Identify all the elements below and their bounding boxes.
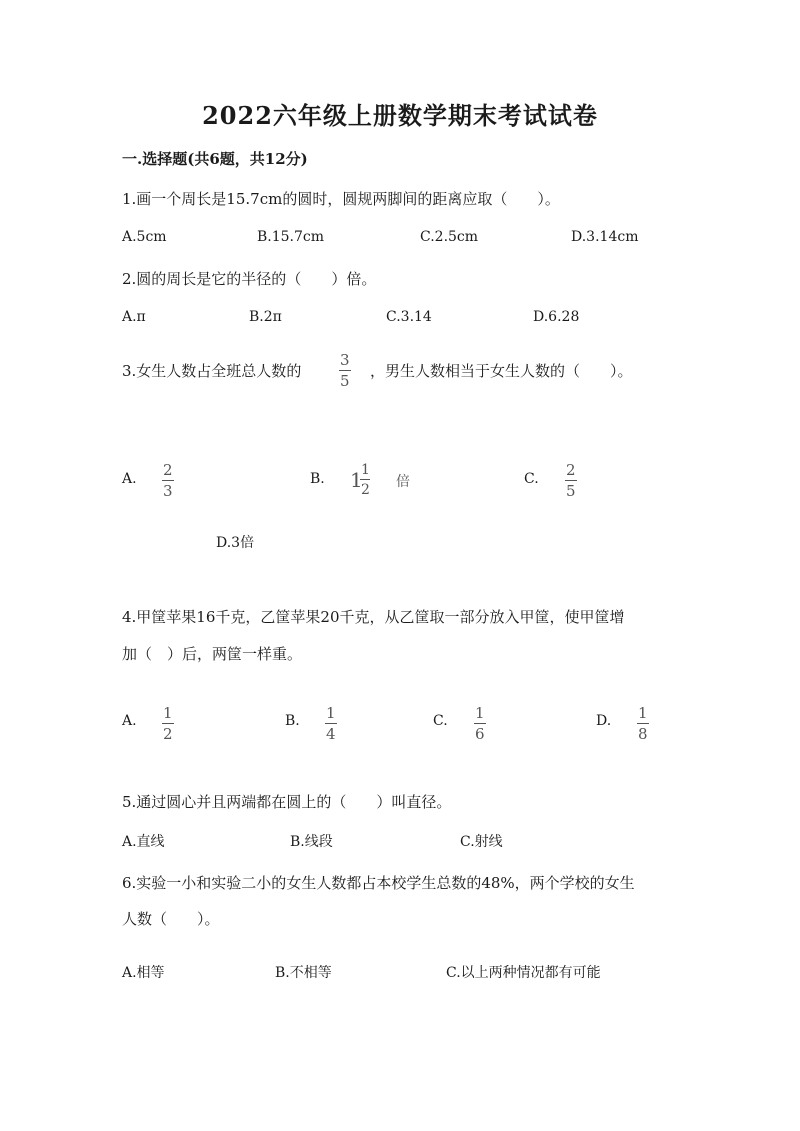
question-2-option-a: A.π bbox=[122, 309, 146, 325]
question-4-option-c-label: C. bbox=[433, 713, 448, 729]
question-6-stem-line-1: 6.实验一小和实验二小的女生人数都占本校学生总数的48%，两个学校的女生 bbox=[122, 874, 635, 892]
fraction-denominator: 3 bbox=[163, 482, 173, 500]
fraction-numerator: 1 bbox=[475, 704, 485, 722]
fraction-denominator: 2 bbox=[361, 482, 370, 498]
question-4-option-d-label: D. bbox=[596, 713, 612, 729]
question-4-option-d-fraction bbox=[635, 706, 651, 742]
question-1-stem: 1.画一个周长是15.7cm的圆时，圆规两脚间的距离应取（ ）。 bbox=[122, 190, 560, 208]
fraction-numerator: 3 bbox=[340, 351, 350, 369]
page-title: 2022六年级上册数学期末考试试卷 bbox=[202, 101, 598, 130]
fraction-numerator: 1 bbox=[361, 462, 370, 478]
question-4-stem-line-2: 加（ ）后，两筐一样重。 bbox=[122, 645, 303, 663]
question-4-option-b-label: B. bbox=[285, 713, 300, 729]
fraction-numerator: 2 bbox=[566, 461, 576, 479]
question-3-option-a-label: A. bbox=[122, 471, 137, 487]
question-3-option-b-fraction bbox=[358, 463, 373, 497]
section-heading: 一.选择题(共6题，共12分) bbox=[122, 150, 308, 168]
question-3-option-b-whole: 1 bbox=[350, 468, 363, 492]
question-3-stem-start: 3.女生人数占全班总人数的 bbox=[122, 362, 302, 380]
question-2-option-b: B.2π bbox=[249, 309, 282, 325]
question-4-option-a-label: A. bbox=[122, 713, 137, 729]
question-4-stem-line-1: 4.甲筐苹果16千克，乙筐苹果20千克，从乙筐取一部分放入甲筐，使甲筐增 bbox=[122, 608, 625, 626]
question-6-option-b: B.不相等 bbox=[275, 965, 332, 981]
fraction-denominator: 5 bbox=[340, 372, 350, 390]
fraction-denominator: 2 bbox=[163, 725, 173, 743]
question-2-option-c: C.3.14 bbox=[386, 309, 432, 325]
fraction-numerator: 1 bbox=[163, 704, 173, 722]
question-5-stem: 5.通过圆心并且两端都在圆上的（ ）叫直径。 bbox=[122, 793, 452, 811]
question-4-option-a-fraction bbox=[160, 706, 176, 742]
question-3-option-c-fraction bbox=[563, 463, 579, 499]
question-3-option-b-label: B. bbox=[310, 471, 325, 487]
question-1-option-c: C.2.5cm bbox=[420, 229, 479, 245]
question-6-option-a: A.相等 bbox=[122, 965, 165, 981]
fraction-numerator: 2 bbox=[163, 461, 173, 479]
question-5-option-b: B.线段 bbox=[290, 834, 333, 850]
question-3-stem-end: ，男生人数相当于女生人数的（ ）。 bbox=[370, 362, 633, 380]
fraction-numerator: 1 bbox=[638, 704, 648, 722]
question-3-option-c-label: C. bbox=[524, 471, 539, 487]
fraction-numerator: 1 bbox=[326, 704, 336, 722]
question-4-option-c-fraction bbox=[472, 706, 488, 742]
question-6-stem-line-2: 人数（ ）。 bbox=[122, 910, 220, 928]
fraction-denominator: 4 bbox=[326, 725, 336, 743]
question-5-option-c: C.射线 bbox=[460, 834, 503, 850]
question-2-stem: 2.圆的周长是它的半径的（ ）倍。 bbox=[122, 270, 377, 288]
question-1-option-a: A.5cm bbox=[122, 229, 167, 245]
question-3-option-d: D.3倍 bbox=[216, 535, 255, 551]
fraction-denominator: 5 bbox=[566, 482, 576, 500]
question-5-option-a: A.直线 bbox=[122, 834, 165, 850]
question-3-option-a-fraction bbox=[160, 463, 176, 499]
fraction-denominator: 8 bbox=[638, 725, 648, 743]
question-3-option-b-suffix: 倍 bbox=[396, 474, 410, 490]
fraction-denominator: 6 bbox=[475, 725, 485, 743]
question-2-option-d: D.6.28 bbox=[533, 309, 580, 325]
question-6-option-c: C.以上两种情况都有可能 bbox=[446, 965, 601, 981]
question-3-stem-fraction bbox=[337, 353, 353, 389]
question-1-option-d: D.3.14cm bbox=[571, 229, 639, 245]
question-1-option-b: B.15.7cm bbox=[257, 229, 325, 245]
question-4-option-b-fraction bbox=[323, 706, 339, 742]
